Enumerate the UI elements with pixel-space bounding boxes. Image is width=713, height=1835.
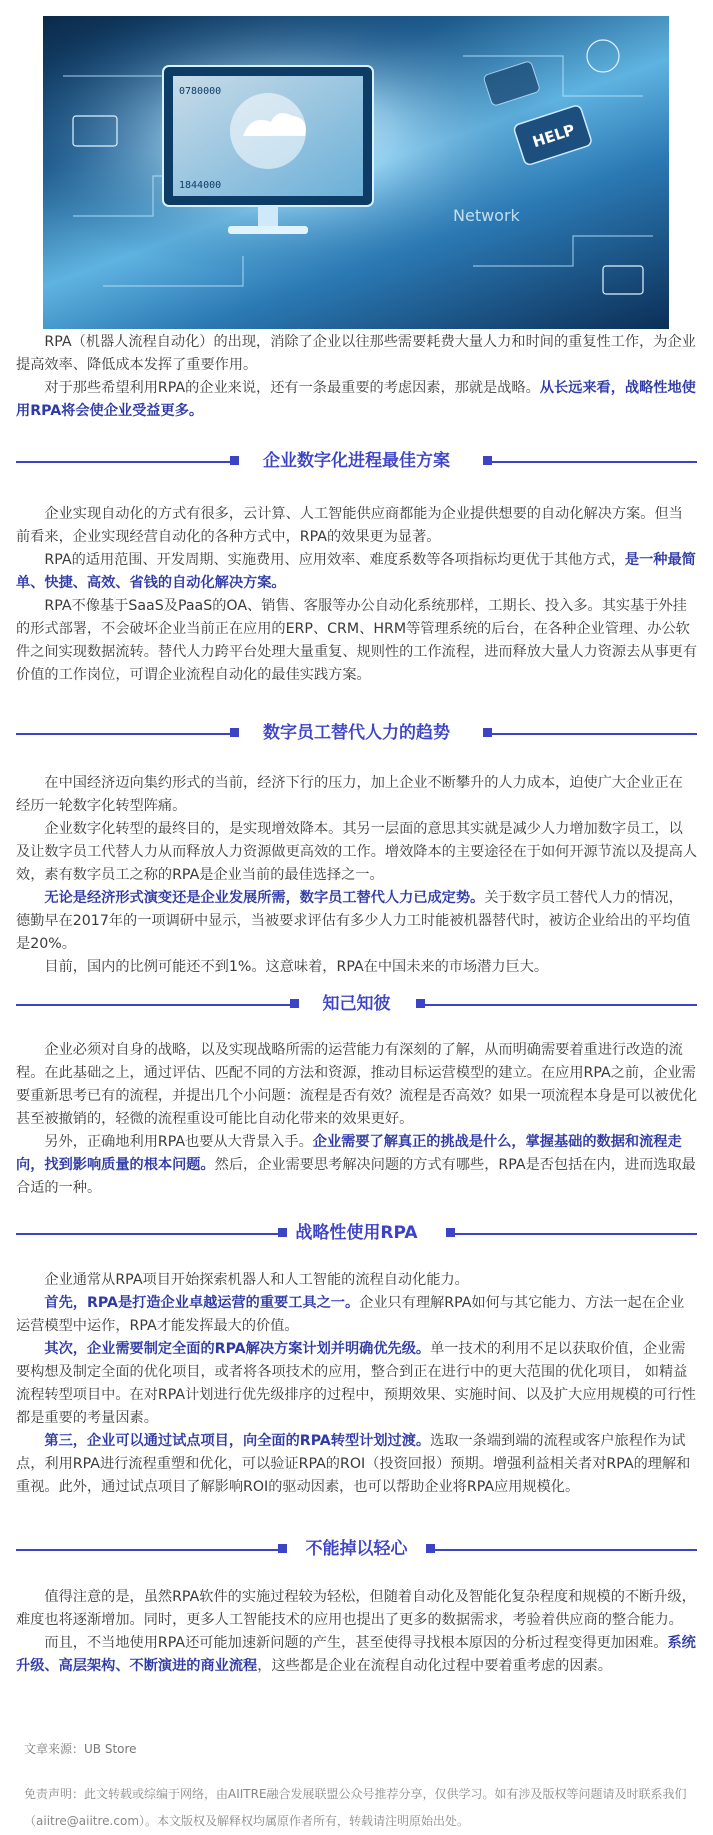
- section-heading-5: [16, 1536, 697, 1562]
- highlight-text: 系统升级、高层架构、不断演进的商业流程: [16, 1635, 696, 1674]
- divider-square-icon: [446, 1228, 455, 1237]
- help-key-label: HELP: [530, 120, 578, 152]
- intro-paragraph-2: 对于那些希望利用RPA的企业来说，还有一条最重要的考虑因素，那就是战略。从长远来看，战略性地使用RPA将会使企业受益更多。: [16, 380, 696, 419]
- section-heading-2: [16, 720, 697, 746]
- section-title: 不能掉以轻心: [305, 1539, 408, 1559]
- disclaimer: 免责声明：此文转载或综编于网络，由AIITRE融合发展联盟公众号推荐分享，仅供学习。如有涉及版权等问题请及时联系我们（aiitre@aiitre.com）。本文版权及解释权均属原作者所有，转载请注明原始出处。: [24, 1787, 687, 1828]
- paragraph: RPA的适用范围、开发周期、实施费用、应用效率、难度系数等各项指标均更优于其他方式，是一种最简单、快捷、高效、省钱的自动化解决方案。: [16, 552, 696, 591]
- paragraph: 另外，正确地利用RPA也要从大背景入手。企业需要了解真正的挑战是什么，掌握基础的数据和流程走向，找到影响质量的根本问题。然后，企业需要思考解决问题的方式有哪些，RPA是否包括在内，进而选取最合适的一种。: [16, 1134, 696, 1196]
- paragraph: 其次，企业需要制定全面的RPA解决方案计划并明确优先级。单一技术的利用不足以获取价值，企业需要构想及制定全面的优化项目，或者将各项技术的应用，整合到正在进行中的更大范围的优化项目， 如精益流程转型项目中。在对RPA计划进行优先级排序的过程中，预期效果、实施时间、以及扩大应用规模的可行性都是重要的考量因素。: [16, 1341, 696, 1426]
- highlight-text: 从长远来看，战略性地使用RPA将会使企业受益更多。: [16, 380, 696, 419]
- divider-square-icon: [483, 456, 492, 465]
- paragraph: 企业实现自动化的方式有很多，云计算、人工智能供应商都能为企业提供想要的自动化解决方案。但当前看来，企业实现经营自动化的各种方式中，RPA的效果更为显著。: [16, 506, 683, 545]
- highlight-text: 企业需要了解真正的挑战是什么，掌握基础的数据和流程走向，找到影响质量的根本问题。: [16, 1134, 682, 1173]
- paragraph: 企业数字化转型的最终目的，是实现增效降本。其另一层面的意思其实就是减少人力增加数字员工，以及让数字员工代替人力从而释放人力资源做更高效的工作。增效降本的主要途径在于如何开源节流以及提高人效，素有数字员工之称的RPA是企业当前的最佳选择之一。: [16, 821, 698, 883]
- paragraph: 而且，不当地使用RPA还可能加速新问题的产生，甚至使得寻找根本原因的分析过程变得更加困难。系统升级、高层架构、不断演进的商业流程，这些都是企业在流程自动化过程中要着重考虑的因素。: [16, 1635, 696, 1674]
- divider-line-right: [435, 1549, 697, 1551]
- intro-block: [16, 331, 697, 423]
- section-heading-1: [16, 448, 697, 474]
- divider-square-icon: [416, 999, 425, 1008]
- section-4-body: [16, 1269, 697, 1499]
- hero-number-2: 1844000: [179, 180, 222, 191]
- paragraph: RPA不像基于SaaS及PaaS的OA、销售、客服等办公自动化系统那样，工期长、投入多。其实基于外挂的形式部署，不会破坏企业当前正在应用的ERP、CRM、HRM等管理系统的后台，在各种企业管理、办公软件之间实现数据流转。替代人力跨平台处理大量重复、规则性的工作流程，进而释放大量人力资源去从事更有价值的工作岗位，可谓企业流程自动化的最佳实践方案。: [16, 598, 698, 683]
- divider-line-right: [492, 461, 697, 463]
- section-title: 数字员工替代人力的趋势: [263, 723, 450, 743]
- paragraph: 值得注意的是，虽然RPA软件的实施过程较为轻松，但随着自动化及智能化复杂程度和规模的不断升级，难度也将逐渐增加。同时，更多人工智能技术的应用也提出了更多的数据需求，考验着供应商的整合能力。: [16, 1589, 696, 1628]
- section-title: 知己知彼: [322, 994, 391, 1014]
- article-source: 文章来源：UB Store: [24, 1742, 137, 1756]
- highlight-text: 首先，RPA是打造企业卓越运营的重要工具之一。: [44, 1295, 360, 1311]
- divider-square-icon: [426, 1544, 435, 1553]
- section-title: 企业数字化进程最佳方案: [263, 451, 450, 471]
- paragraph: 无论是经济形式演变还是企业发展所需，数字员工替代人力已成定势。关于数字员工替代人力的情况，德勤早在2017年的一项调研中显示，当被要求评估有多少人力工时能被机器替代时，被访企业给出的平均值是20%。: [16, 890, 691, 952]
- section-1-body: [16, 503, 697, 687]
- paragraph: 在中国经济迈向集约形式的当前，经济下行的压力，加上企业不断攀升的人力成本，迫使广大企业正在经历一轮数字化转型阵痛。: [16, 775, 683, 814]
- section-heading-4: [16, 1220, 697, 1246]
- divider-line-right: [425, 1004, 697, 1006]
- highlight-text: 是一种最简单、快捷、高效、省钱的自动化解决方案。: [16, 552, 696, 591]
- intro-paragraph-1: RPA（机器人流程自动化）的出现，消除了企业以往那些需要耗费大量人力和时间的重复性工作，为企业提高效率、降低成本发挥了重要作用。: [16, 334, 696, 373]
- hero-illustration: [43, 16, 669, 329]
- section-5-body: [16, 1586, 697, 1678]
- paragraph: 企业通常从RPA项目开始探索机器人和人工智能的流程自动化能力。: [44, 1272, 469, 1288]
- highlight-text: 第三，企业可以通过试点项目，向全面的RPA转型计划过渡。: [44, 1433, 431, 1449]
- section-title: 战略性使用RPA: [295, 1223, 418, 1243]
- paragraph: 首先，RPA是打造企业卓越运营的重要工具之一。企业只有理解RPA如何与其它能力、方法一起在企业运营模型中运作，RPA才能发挥最大的价值。: [16, 1295, 685, 1334]
- network-label: Network: [453, 206, 520, 225]
- highlight-text: 无论是经济形式演变还是企业发展所需，数字员工替代人力已成定势。: [44, 890, 485, 906]
- paragraph: 企业必须对自身的战略，以及实现战略所需的运营能力有深刻的了解，从而明确需要着重进行改造的流程。在此基础之上，通过评估、匹配不同的方法和资源，推动目标运营模型的建立。在应用RPA之前，企业需要重新思考已有的流程，并提出几个小问题：流程是否有效？流程是否高效？如果一项流程本身是可以被优化甚至被撤销的，轻微的流程重设可能比自动化带来的效果更好。: [16, 1042, 698, 1127]
- paragraph: 第三，企业可以通过试点项目，向全面的RPA转型计划过渡。选取一条端到端的流程或客户旅程作为试点，利用RPA进行流程重塑和优化，可以验证RPA的ROI（投资回报）预期。增强利益相关者对RPA的理解和重视。此外，通过试点项目了解影响ROI的驱动因素，也可以帮助企业将RPA应用规模化。: [16, 1433, 691, 1495]
- hero-number-1: 0780000: [179, 86, 222, 97]
- paragraph: 目前，国内的比例可能还不到1%。这意味着，RPA在中国未来的市场潜力巨大。: [44, 959, 549, 975]
- highlight-text: 其次，企业需要制定全面的RPA解决方案计划并明确优先级。: [44, 1341, 431, 1357]
- divider-line-right: [455, 1233, 697, 1235]
- hero-technology-image: [43, 16, 669, 329]
- section-2-body: [16, 772, 697, 979]
- section-3-body: [16, 1039, 697, 1200]
- divider-square-icon: [483, 728, 492, 737]
- section-heading-3: [16, 991, 697, 1017]
- divider-line-right: [492, 733, 697, 735]
